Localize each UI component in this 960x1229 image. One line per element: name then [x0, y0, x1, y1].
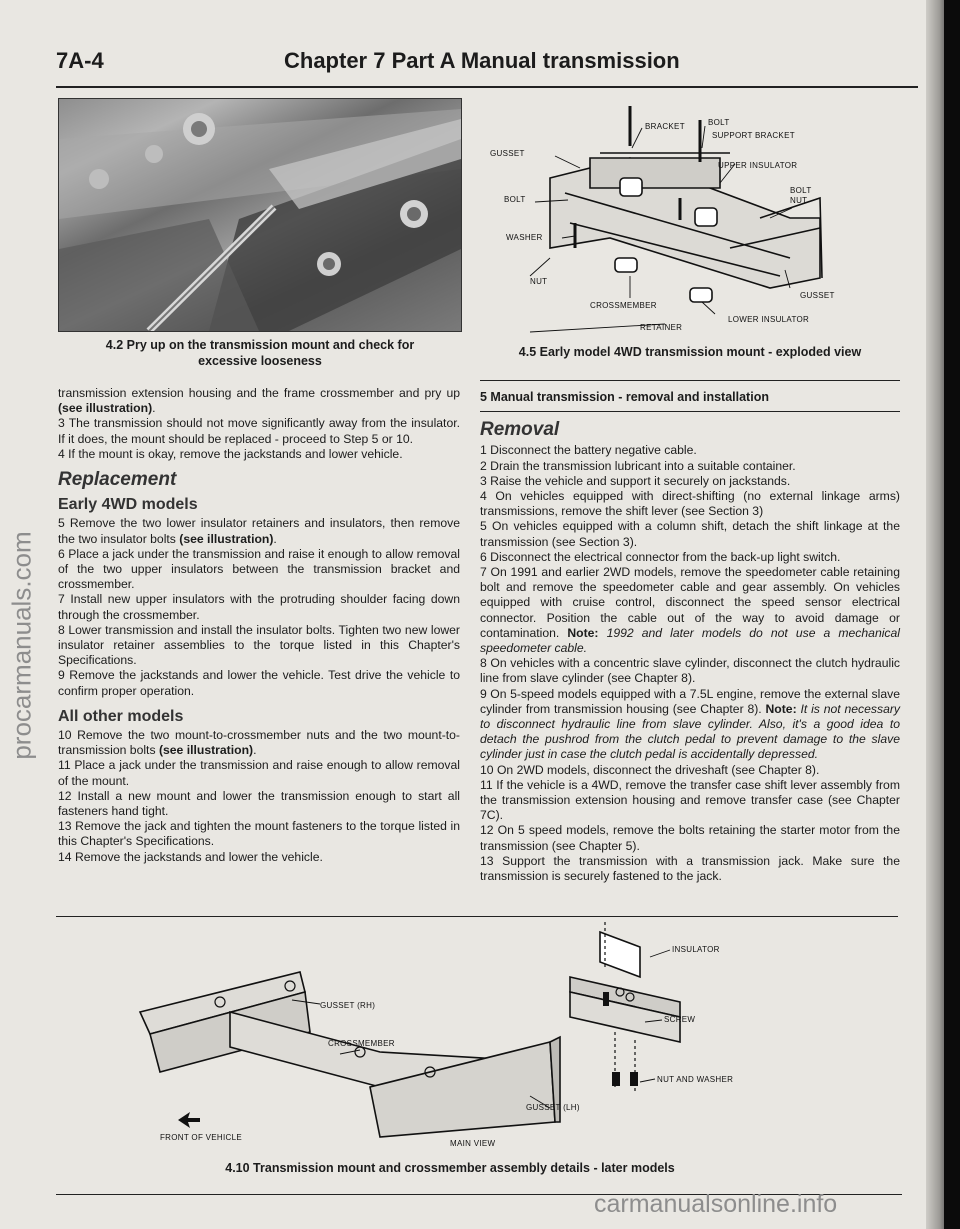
label-front-of-vehicle: FRONT OF VEHICLE — [160, 1133, 242, 1142]
intro-ref: (see illustration) — [58, 401, 153, 416]
removal-step-7-note-label: Note: — [567, 625, 599, 640]
step-7: 7 Install new upper insulators with the protruding shoulder facing down through the crossmember. — [58, 592, 460, 622]
step-8: 8 Lower transmission and install the insulator bolts. Tighten two new lower insulator retainer assemblies to the torque listed in this Chapter's Specifications. — [58, 622, 460, 668]
right-column — [480, 390, 900, 884]
figure-4-10-rule-top — [56, 916, 898, 917]
step-5-ref: (see illustration) — [179, 531, 274, 546]
section-rule-top — [480, 380, 900, 381]
figure-4-2-caption-line2: excessive looseness — [198, 354, 322, 368]
removal-step-1: 1 Disconnect the battery negative cable. — [480, 443, 697, 458]
removal-step-7 — [480, 565, 900, 656]
step-5-end: . — [273, 531, 277, 546]
watermark-bottom: carmanualsonline.info — [594, 1190, 838, 1218]
label-insulator: INSULATOR — [672, 945, 720, 954]
figure-4-2-photo — [58, 98, 462, 332]
label-nut-right: NUT — [790, 196, 808, 205]
removal-step-7-text: 7 On 1991 and earlier 2WD models, remove the speedometer cable retaining bolt and remove the speedometer cable and gear assembly. On vehicles equipped with cruise control, disconnect the speed sensor electrical connector. Position the cable out of the way to avoid damage or contamination. — [480, 565, 900, 640]
label-nut-and-washer: NUT AND WASHER — [657, 1075, 734, 1084]
figure-4-5-diagram — [490, 98, 870, 340]
all-other-models-heading: All other models — [58, 707, 184, 725]
removal-step-13: 13 Support the transmission with a transmission jack. Make sure the transmission is securely fastened to the jack. — [480, 853, 900, 884]
removal-step-9-note-label: Note: — [765, 701, 797, 716]
step-5-text: 5 Remove the two lower insulator retainers and insulators, then remove the two insulator bolts — [58, 516, 460, 546]
removal-step-9-text: 9 On 5-speed models equipped with a 7.5L engine, remove the external slave cylinder from transmission housing (see Chapter 8). — [480, 686, 900, 716]
step-10-end: . — [253, 743, 257, 758]
label-gusset-lh: GUSSET (LH) — [526, 1103, 580, 1112]
removal-step-3: 3 Raise the vehicle and support it securely on jackstands. — [480, 473, 791, 488]
removal-step-9-note: It is not necessary to disconnect hydraulic line from slave cylinder. Also, it's a good idea to detach the pushrod from the clutch pedal to prevent damage to the slave cylinder just in case the clutch pedal is accidentally depressed. — [480, 701, 900, 762]
step-14: 14 Remove the jackstands and lower the vehicle. — [58, 849, 323, 864]
label-gusset-right: GUSSET — [800, 291, 835, 300]
label-washer: WASHER — [506, 233, 543, 242]
label-bracket: BRACKET — [645, 122, 685, 131]
figure-4-5-caption: 4.5 Early model 4WD transmission mount - exploded view — [518, 345, 862, 359]
intro-end: . — [152, 401, 156, 416]
label-support-bracket: SUPPORT BRACKET — [712, 131, 795, 140]
label-bolt-top: BOLT — [708, 118, 730, 127]
figure-4-2-caption-line1: 4.2 Pry up on the transmission mount and check for — [105, 338, 415, 352]
step-3: 3 The transmission should not move significantly away from the insulator. If it does, the mount should be replaced - proceed to Step 5 or 10. — [58, 416, 460, 446]
label-retainer: RETAINER — [640, 323, 683, 332]
removal-step-8: 8 On vehicles with a concentric slave cylinder, disconnect the clutch hydraulic line from slave cylinder (see Chapter 8). — [480, 656, 900, 686]
removal-step-6: 6 Disconnect the electrical connector from the back-up light switch. — [480, 549, 841, 564]
removal-step-5: 5 On vehicles equipped with a column shift, detach the shift linkage at the transmission (see Section 3). — [480, 519, 900, 549]
page-spine-edge — [944, 0, 960, 1229]
removal-step-11: 11 If the vehicle is a 4WD, remove the transfer case shift lever assembly from the transmission extension housing and remove transfer case (see Chapter 7C). — [480, 777, 900, 823]
step-6: 6 Place a jack under the transmission and raise it enough to allow removal of the two upper insulators between the transmission bracket and crossmember. — [58, 546, 460, 592]
removal-step-7-note: 1992 and later models do not use a mechanical speedometer cable. — [480, 625, 901, 656]
removal-step-9 — [480, 687, 900, 763]
step-10-text: 10 Remove the two mount-to-crossmember nuts and the two mount-to-transmission bolts — [58, 728, 460, 758]
step-5 — [58, 516, 460, 546]
early-4wd-heading: Early 4WD models — [58, 496, 198, 514]
step-12: 12 Install a new mount and lower the transmission enough to start all fasteners hand tight. — [58, 788, 460, 819]
watermark-left — [2, 480, 42, 820]
label-upper-insulator: UPPER INSULATOR — [718, 161, 798, 170]
label-gusset-left: GUSSET — [490, 149, 525, 158]
step-11: 11 Place a jack under the transmission and raise enough to allow removal of the mount. — [58, 758, 460, 788]
label-crossmember-4-10: CROSSMEMBER — [328, 1039, 395, 1048]
label-gusset-rh: GUSSET (RH) — [320, 1001, 376, 1010]
intro-paragraph — [58, 386, 460, 416]
section-5-heading: 5 Manual transmission - removal and installation — [480, 390, 769, 404]
page-header — [56, 48, 916, 88]
label-screw: SCREW — [664, 1015, 696, 1024]
label-crossmember: CROSSMEMBER — [590, 301, 657, 310]
label-bolt-right: BOLT — [790, 186, 812, 195]
label-nut-left: NUT — [530, 277, 548, 286]
section-rule-bottom — [480, 411, 900, 412]
label-bolt-left: BOLT — [504, 195, 526, 204]
removal-step-10: 10 On 2WD models, disconnect the driveshaft (see Chapter 8). — [480, 762, 820, 777]
removal-step-4: 4 On vehicles equipped with direct-shifting (no external linkage arms) transmissions, remove the shift lever (see Section 3) — [480, 489, 900, 519]
step-4: 4 If the mount is okay, remove the jackstands and lower vehicle. — [58, 446, 403, 461]
watermark-left-text: procarmanuals.com — [6, 531, 37, 760]
replacement-heading: Replacement — [58, 469, 177, 491]
figure-4-10-diagram — [130, 922, 770, 1152]
engine-photo-illustration — [59, 99, 461, 331]
left-column — [58, 386, 460, 865]
removal-step-2: 2 Drain the transmission lubricant into a suitable container. — [480, 458, 796, 473]
step-10 — [58, 728, 460, 758]
removal-step-12: 12 On 5 speed models, remove the bolts retaining the starter motor from the transmission (see Chapter 5). — [480, 823, 900, 853]
figure-4-10-caption: 4.10 Transmission mount and crossmember assembly details - later models — [225, 1161, 675, 1175]
label-lower-insulator: LOWER INSULATOR — [728, 315, 810, 324]
step-10-ref: (see illustration) — [158, 743, 254, 758]
step-9: 9 Remove the jackstands and lower the vehicle. Test drive the vehicle to confirm proper operation. — [58, 668, 460, 698]
page-number: 7A-4 — [56, 48, 104, 73]
step-13: 13 Remove the jack and tighten the mount fasteners to the torque listed in this Chapter's Specifications. — [58, 819, 460, 849]
removal-heading: Removal — [480, 419, 560, 441]
intro-text: transmission extension housing and the frame crossmember and pry up — [58, 386, 460, 400]
label-main-view: MAIN VIEW — [450, 1139, 496, 1148]
chapter-title: Chapter 7 Part A Manual transmission — [284, 48, 680, 73]
figure-4-2-caption — [60, 337, 460, 369]
header-rule — [56, 86, 918, 88]
